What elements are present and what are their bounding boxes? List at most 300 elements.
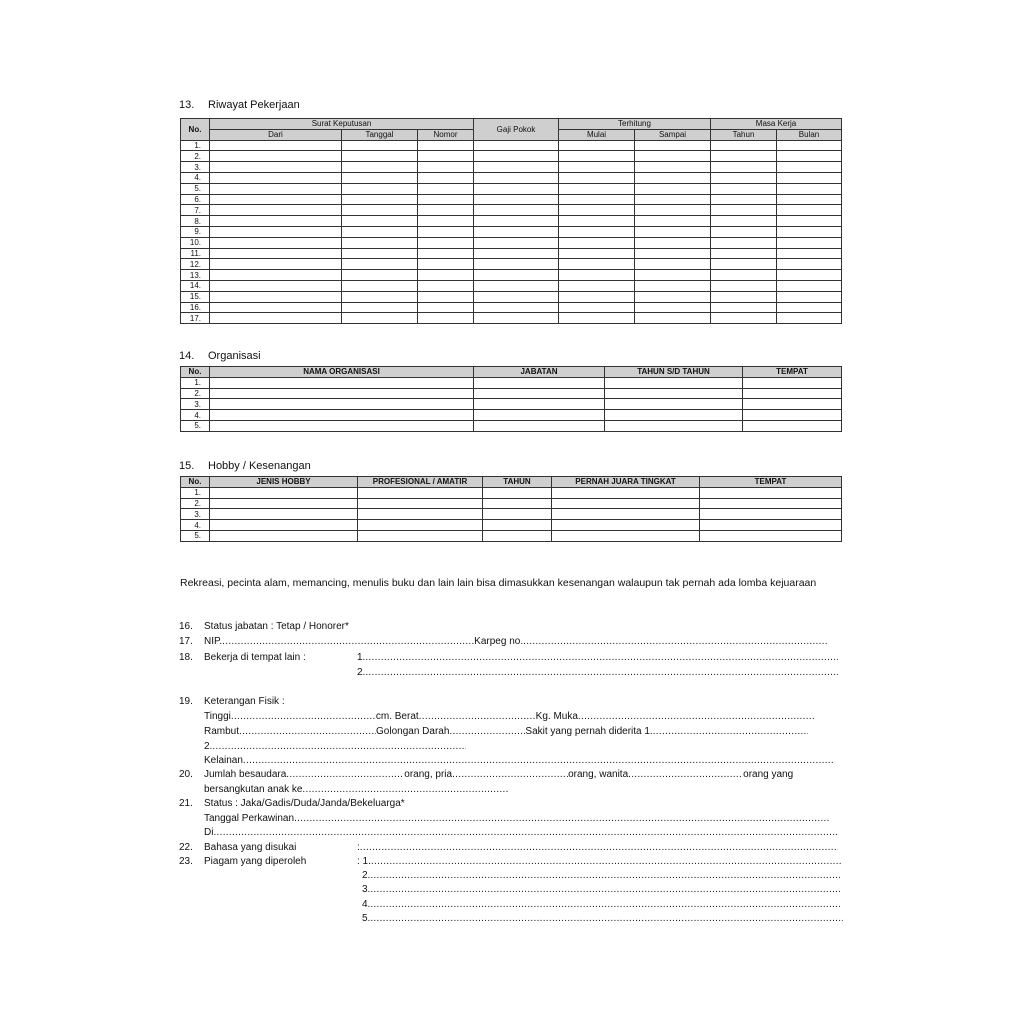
table-cell[interactable] bbox=[342, 280, 418, 291]
table-row bbox=[181, 259, 842, 270]
table-cell[interactable] bbox=[711, 237, 777, 248]
table-cell[interactable] bbox=[777, 248, 842, 259]
table-cell[interactable] bbox=[483, 509, 552, 520]
table-cell[interactable] bbox=[418, 248, 474, 259]
table-cell[interactable] bbox=[635, 259, 711, 270]
table-cell[interactable] bbox=[777, 216, 842, 227]
table-cell[interactable] bbox=[635, 302, 711, 313]
table-cell[interactable] bbox=[474, 183, 559, 194]
table-cell[interactable] bbox=[552, 487, 700, 498]
table-cell[interactable] bbox=[210, 291, 342, 302]
item-number: 1. bbox=[357, 652, 366, 663]
table-cell[interactable] bbox=[474, 302, 559, 313]
table-cell[interactable] bbox=[474, 259, 559, 270]
organisasi-table bbox=[180, 366, 842, 432]
row-number: 4. bbox=[181, 520, 210, 531]
col-jabatan: JABATAN bbox=[474, 367, 605, 378]
table-cell[interactable] bbox=[358, 520, 483, 531]
table-row bbox=[181, 237, 842, 248]
table-cell[interactable] bbox=[711, 140, 777, 151]
table-cell[interactable] bbox=[777, 205, 842, 216]
col-gaji-pokok: Gaji Pokok bbox=[474, 119, 559, 141]
table-cell[interactable] bbox=[711, 216, 777, 227]
table-cell[interactable] bbox=[559, 194, 635, 205]
col-terhitung: Terhitung bbox=[559, 119, 711, 130]
table-cell[interactable] bbox=[711, 313, 777, 324]
table-cell[interactable] bbox=[474, 270, 559, 281]
table-cell[interactable] bbox=[474, 140, 559, 151]
table-cell[interactable] bbox=[559, 216, 635, 227]
col-bulan: Bulan bbox=[777, 129, 842, 140]
karpeg-input-line[interactable] bbox=[523, 635, 828, 648]
table-row bbox=[181, 151, 842, 162]
sakit-1-input-line[interactable] bbox=[653, 725, 808, 738]
table-row bbox=[181, 302, 842, 313]
table-cell[interactable] bbox=[474, 205, 559, 216]
table-cell[interactable] bbox=[605, 410, 743, 421]
table-cell[interactable] bbox=[777, 302, 842, 313]
table-cell[interactable] bbox=[711, 270, 777, 281]
table-cell[interactable] bbox=[474, 420, 605, 431]
table-cell[interactable] bbox=[210, 270, 342, 281]
table-cell[interactable] bbox=[711, 151, 777, 162]
table-cell[interactable] bbox=[743, 388, 842, 399]
field-21-di-row bbox=[204, 826, 843, 839]
tinggi-input-line[interactable] bbox=[231, 710, 376, 723]
row-number: 14. bbox=[181, 280, 210, 291]
table-cell[interactable] bbox=[418, 259, 474, 270]
table-cell[interactable] bbox=[342, 172, 418, 183]
table-cell[interactable] bbox=[474, 291, 559, 302]
table-cell[interactable] bbox=[474, 194, 559, 205]
table-cell[interactable] bbox=[474, 216, 559, 227]
table-cell[interactable] bbox=[483, 530, 552, 541]
table-cell[interactable] bbox=[418, 280, 474, 291]
field-17-nip bbox=[179, 635, 843, 648]
table-cell[interactable] bbox=[552, 530, 700, 541]
table-cell[interactable] bbox=[559, 151, 635, 162]
table-cell[interactable] bbox=[210, 520, 358, 531]
table-row bbox=[181, 194, 842, 205]
table-cell[interactable] bbox=[777, 280, 842, 291]
section-number: 14. bbox=[179, 350, 195, 362]
rambut-label: Rambut bbox=[204, 726, 240, 737]
table-cell[interactable] bbox=[777, 291, 842, 302]
table-cell[interactable] bbox=[711, 205, 777, 216]
table-cell[interactable] bbox=[210, 237, 342, 248]
table-cell[interactable] bbox=[777, 194, 842, 205]
table-cell[interactable] bbox=[342, 151, 418, 162]
table-cell[interactable] bbox=[210, 280, 342, 291]
table-cell[interactable] bbox=[552, 498, 700, 509]
table-cell[interactable] bbox=[559, 270, 635, 281]
table-cell[interactable] bbox=[342, 291, 418, 302]
table-cell[interactable] bbox=[210, 388, 474, 399]
table-cell[interactable] bbox=[418, 183, 474, 194]
section-number: 15. bbox=[179, 460, 195, 472]
table-cell[interactable] bbox=[342, 226, 418, 237]
table-cell[interactable] bbox=[711, 302, 777, 313]
table-cell[interactable] bbox=[210, 420, 474, 431]
table-cell[interactable] bbox=[559, 280, 635, 291]
table-cell[interactable] bbox=[210, 498, 358, 509]
section-14-title bbox=[179, 350, 261, 362]
tanggal-perkawinan-input-line[interactable] bbox=[294, 812, 830, 825]
table-cell[interactable] bbox=[743, 377, 842, 388]
table-cell[interactable] bbox=[210, 259, 342, 270]
row-number: 3. bbox=[181, 162, 210, 173]
jumlah-saudara-label: Jumlah besaudara bbox=[204, 769, 287, 780]
hobby-rows bbox=[181, 487, 842, 541]
orang-yang-label: orang yang bbox=[743, 769, 794, 780]
table-cell[interactable] bbox=[342, 194, 418, 205]
table-cell[interactable] bbox=[474, 410, 605, 421]
table-cell[interactable] bbox=[210, 302, 342, 313]
table-cell[interactable] bbox=[559, 162, 635, 173]
table-cell[interactable] bbox=[342, 237, 418, 248]
table-cell[interactable] bbox=[635, 151, 711, 162]
section-title-text: Hobby / Kesenangan bbox=[208, 460, 311, 472]
pria-input-line[interactable] bbox=[452, 768, 568, 781]
table-cell[interactable] bbox=[210, 487, 358, 498]
row-number: 2. bbox=[181, 498, 210, 509]
table-cell[interactable] bbox=[559, 237, 635, 248]
table-cell[interactable] bbox=[700, 520, 842, 531]
table-cell[interactable] bbox=[711, 226, 777, 237]
table-cell[interactable] bbox=[418, 172, 474, 183]
table-cell[interactable] bbox=[711, 259, 777, 270]
sakit-label: Sakit yang pernah diderita 1. bbox=[525, 726, 653, 737]
table-cell[interactable] bbox=[635, 183, 711, 194]
table-cell[interactable] bbox=[483, 487, 552, 498]
col-profesional-amatir: PROFESIONAL / AMATIR bbox=[358, 477, 483, 488]
field-number: 23. bbox=[179, 856, 193, 867]
field-16-status-jabatan bbox=[179, 620, 349, 633]
item-number: 5. bbox=[362, 913, 371, 924]
bahasa-input-line[interactable] bbox=[360, 841, 838, 854]
table-cell[interactable] bbox=[474, 151, 559, 162]
table-cell[interactable] bbox=[483, 520, 552, 531]
table-cell[interactable] bbox=[210, 194, 342, 205]
table-cell[interactable] bbox=[635, 216, 711, 227]
table-cell[interactable] bbox=[605, 377, 743, 388]
table-cell[interactable] bbox=[342, 259, 418, 270]
table-cell[interactable] bbox=[559, 259, 635, 270]
table-cell[interactable] bbox=[777, 237, 842, 248]
col-tahun: Tahun bbox=[711, 129, 777, 140]
table-cell[interactable] bbox=[700, 498, 842, 509]
piagam-1-input-line[interactable] bbox=[371, 855, 841, 868]
table-cell[interactable] bbox=[418, 226, 474, 237]
table-cell[interactable] bbox=[777, 226, 842, 237]
field-21-tanggal-row bbox=[204, 812, 843, 825]
table-cell[interactable] bbox=[700, 530, 842, 541]
table-cell[interactable] bbox=[635, 226, 711, 237]
table-cell[interactable] bbox=[559, 140, 635, 151]
rambut-input-line[interactable] bbox=[239, 725, 376, 738]
table-cell[interactable] bbox=[474, 248, 559, 259]
table-cell[interactable] bbox=[635, 313, 711, 324]
table-cell[interactable] bbox=[711, 194, 777, 205]
table-cell[interactable] bbox=[210, 183, 342, 194]
row-number: 2. bbox=[181, 151, 210, 162]
table-cell[interactable] bbox=[711, 248, 777, 259]
table-cell[interactable] bbox=[777, 313, 842, 324]
col-dari: Dari bbox=[210, 129, 342, 140]
field-19-kelainan-row bbox=[204, 754, 843, 767]
table-row bbox=[181, 487, 842, 498]
table-cell[interactable] bbox=[711, 280, 777, 291]
table-cell[interactable] bbox=[635, 270, 711, 281]
table-cell[interactable] bbox=[210, 151, 342, 162]
table-cell[interactable] bbox=[777, 172, 842, 183]
table-cell[interactable] bbox=[635, 280, 711, 291]
table-row bbox=[181, 410, 842, 421]
table-cell[interactable] bbox=[342, 248, 418, 259]
table-cell[interactable] bbox=[635, 291, 711, 302]
table-cell[interactable] bbox=[777, 259, 842, 270]
col-no: No. bbox=[181, 477, 210, 488]
table-cell[interactable] bbox=[605, 420, 743, 431]
table-cell[interactable] bbox=[777, 183, 842, 194]
tanggal-perkawinan-label: Tanggal Perkawinan bbox=[204, 813, 295, 824]
riwayat-pekerjaan-rows bbox=[181, 140, 842, 324]
table-cell[interactable] bbox=[635, 194, 711, 205]
table-cell[interactable] bbox=[210, 162, 342, 173]
table-cell[interactable] bbox=[418, 205, 474, 216]
col-jenis-hobby: JENIS HOBBY bbox=[210, 477, 358, 488]
table-cell[interactable] bbox=[559, 302, 635, 313]
table-cell[interactable] bbox=[342, 302, 418, 313]
table-cell[interactable] bbox=[342, 162, 418, 173]
kelainan-label: Kelainan bbox=[204, 755, 243, 766]
table-cell[interactable] bbox=[711, 183, 777, 194]
table-cell[interactable] bbox=[342, 183, 418, 194]
table-cell[interactable] bbox=[418, 291, 474, 302]
nip-label: NIP. bbox=[204, 636, 223, 647]
table-row bbox=[181, 388, 842, 399]
jumlah-saudara-input-line[interactable] bbox=[286, 768, 404, 781]
field-19-rambut-row bbox=[204, 725, 843, 738]
bekerja-2-input-line[interactable] bbox=[365, 666, 838, 679]
field-18-bekerja-2 bbox=[357, 666, 843, 679]
row-number: 6. bbox=[181, 194, 210, 205]
table-cell[interactable] bbox=[605, 388, 743, 399]
table-cell[interactable] bbox=[418, 151, 474, 162]
table-cell[interactable] bbox=[210, 205, 342, 216]
table-cell[interactable] bbox=[418, 162, 474, 173]
table-cell[interactable] bbox=[358, 530, 483, 541]
row-number: 8. bbox=[181, 216, 210, 227]
table-cell[interactable] bbox=[635, 140, 711, 151]
table-cell[interactable] bbox=[210, 530, 358, 541]
status-jabatan-text: Status jabatan : Tetap / Honorer* bbox=[204, 621, 349, 632]
table-cell[interactable] bbox=[418, 270, 474, 281]
field-number: 20. bbox=[179, 769, 193, 780]
table-cell[interactable] bbox=[635, 205, 711, 216]
table-cell[interactable] bbox=[418, 313, 474, 324]
section-number: 13. bbox=[179, 99, 195, 111]
table-cell[interactable] bbox=[711, 162, 777, 173]
piagam-3-input-line[interactable] bbox=[370, 883, 840, 896]
table-cell[interactable] bbox=[605, 399, 743, 410]
table-cell[interactable] bbox=[711, 291, 777, 302]
col-tanggal: Tanggal bbox=[342, 129, 418, 140]
status-label: Status : Jaka/Gadis/Duda/Janda/Bekeluarga* bbox=[204, 798, 405, 809]
field-18-bekerja-1 bbox=[179, 651, 843, 664]
field-19-tinggi-row bbox=[204, 710, 843, 723]
sakit-2-input-line[interactable] bbox=[212, 740, 466, 753]
table-cell[interactable] bbox=[210, 216, 342, 227]
table-cell[interactable] bbox=[777, 162, 842, 173]
table-cell[interactable] bbox=[635, 172, 711, 183]
table-cell[interactable] bbox=[483, 498, 552, 509]
table-cell[interactable] bbox=[777, 151, 842, 162]
row-number: 1. bbox=[181, 487, 210, 498]
col-pernah-juara: PERNAH JUARA TINGKAT bbox=[552, 477, 700, 488]
table-cell[interactable] bbox=[559, 291, 635, 302]
muka-label: Kg. Muka bbox=[535, 711, 578, 722]
col-mulai: Mulai bbox=[559, 129, 635, 140]
table-cell[interactable] bbox=[342, 205, 418, 216]
row-number: 5. bbox=[181, 420, 210, 431]
table-cell[interactable] bbox=[552, 520, 700, 531]
table-cell[interactable] bbox=[635, 162, 711, 173]
bekerja-label: Bekerja di tempat lain : bbox=[204, 652, 306, 663]
field-number: 21. bbox=[179, 798, 193, 809]
table-cell[interactable] bbox=[358, 487, 483, 498]
item-number: 4. bbox=[362, 899, 371, 910]
table-cell[interactable] bbox=[210, 140, 342, 151]
anak-ke-input-line[interactable] bbox=[302, 783, 508, 796]
table-row bbox=[181, 520, 842, 531]
col-nama-organisasi: NAMA ORGANISASI bbox=[210, 367, 474, 378]
table-cell[interactable] bbox=[342, 216, 418, 227]
field-19-sakit-2-row bbox=[204, 740, 843, 753]
table-cell[interactable] bbox=[342, 313, 418, 324]
table-cell[interactable] bbox=[635, 248, 711, 259]
piagam-5-input-line[interactable] bbox=[370, 912, 843, 925]
berat-input-line[interactable] bbox=[419, 710, 536, 723]
col-sampai: Sampai bbox=[635, 129, 711, 140]
table-row bbox=[181, 205, 842, 216]
table-cell[interactable] bbox=[559, 183, 635, 194]
wanita-input-line[interactable] bbox=[628, 768, 743, 781]
table-row bbox=[181, 509, 842, 520]
table-cell[interactable] bbox=[342, 140, 418, 151]
row-number: 3. bbox=[181, 399, 210, 410]
table-cell[interactable] bbox=[474, 388, 605, 399]
table-cell[interactable] bbox=[474, 313, 559, 324]
berat-label: cm. Berat bbox=[375, 711, 419, 722]
table-cell[interactable] bbox=[210, 377, 474, 388]
table-cell[interactable] bbox=[474, 172, 559, 183]
table-cell[interactable] bbox=[700, 487, 842, 498]
muka-input-line[interactable] bbox=[578, 710, 815, 723]
table-cell[interactable] bbox=[210, 509, 358, 520]
table-cell[interactable] bbox=[474, 162, 559, 173]
table-cell[interactable] bbox=[210, 313, 342, 324]
field-20-saudara-row bbox=[179, 768, 843, 781]
table-cell[interactable] bbox=[210, 410, 474, 421]
row-number: 2. bbox=[181, 388, 210, 399]
item-number: 3. bbox=[362, 884, 371, 895]
table-cell[interactable] bbox=[635, 237, 711, 248]
table-cell[interactable] bbox=[743, 399, 842, 410]
nip-input-line[interactable] bbox=[222, 635, 474, 648]
piagam-2-input-line[interactable] bbox=[370, 869, 840, 882]
table-cell[interactable] bbox=[474, 377, 605, 388]
table-cell[interactable] bbox=[474, 280, 559, 291]
table-cell[interactable] bbox=[559, 313, 635, 324]
table-cell[interactable] bbox=[210, 248, 342, 259]
table-cell[interactable] bbox=[474, 226, 559, 237]
table-cell[interactable] bbox=[743, 420, 842, 431]
row-number: 16. bbox=[181, 302, 210, 313]
col-tempat: TEMPAT bbox=[700, 477, 842, 488]
piagam-4-input-line[interactable] bbox=[370, 898, 840, 911]
field-21-status bbox=[179, 797, 405, 810]
table-cell[interactable] bbox=[777, 140, 842, 151]
col-surat-keputusan: Surat Keputusan bbox=[210, 119, 474, 130]
di-input-line[interactable] bbox=[213, 826, 838, 839]
table-cell[interactable] bbox=[711, 172, 777, 183]
table-cell[interactable] bbox=[418, 237, 474, 248]
table-cell[interactable] bbox=[210, 399, 474, 410]
col-no: No. bbox=[181, 119, 210, 141]
table-cell[interactable] bbox=[700, 509, 842, 520]
table-cell[interactable] bbox=[559, 172, 635, 183]
table-row bbox=[181, 420, 842, 431]
field-number: 17. bbox=[179, 636, 193, 647]
table-cell[interactable] bbox=[358, 498, 483, 509]
table-cell[interactable] bbox=[552, 509, 700, 520]
table-cell[interactable] bbox=[210, 172, 342, 183]
table-cell[interactable] bbox=[418, 140, 474, 151]
table-cell[interactable] bbox=[559, 248, 635, 259]
col-masa-kerja: Masa Kerja bbox=[711, 119, 842, 130]
field-22-bahasa-row bbox=[179, 841, 843, 854]
row-number: 1. bbox=[181, 140, 210, 151]
table-cell[interactable] bbox=[210, 226, 342, 237]
table-cell[interactable] bbox=[342, 270, 418, 281]
table-cell[interactable] bbox=[474, 399, 605, 410]
golongan-darah-input-line[interactable] bbox=[449, 725, 525, 738]
field-23-piagam-3 bbox=[362, 883, 843, 896]
row-number: 9. bbox=[181, 226, 210, 237]
karpeg-label: Karpeg no. bbox=[474, 636, 524, 647]
row-number: 4. bbox=[181, 172, 210, 183]
table-cell[interactable] bbox=[358, 509, 483, 520]
section-title-text: Riwayat Pekerjaan bbox=[208, 99, 300, 111]
table-cell[interactable] bbox=[418, 216, 474, 227]
section-13-title bbox=[179, 99, 300, 111]
table-cell[interactable] bbox=[559, 226, 635, 237]
section-15-title bbox=[179, 460, 311, 472]
field-23-piagam-4 bbox=[362, 898, 843, 911]
table-cell[interactable] bbox=[777, 270, 842, 281]
bekerja-1-input-line[interactable] bbox=[365, 651, 838, 664]
table-cell[interactable] bbox=[418, 302, 474, 313]
table-cell[interactable] bbox=[559, 205, 635, 216]
col-nomor: Nomor bbox=[418, 129, 474, 140]
table-cell[interactable] bbox=[418, 194, 474, 205]
table-row bbox=[181, 377, 842, 388]
table-cell[interactable] bbox=[474, 237, 559, 248]
kelainan-input-line[interactable] bbox=[243, 754, 833, 767]
table-cell[interactable] bbox=[743, 410, 842, 421]
table-row bbox=[181, 162, 842, 173]
